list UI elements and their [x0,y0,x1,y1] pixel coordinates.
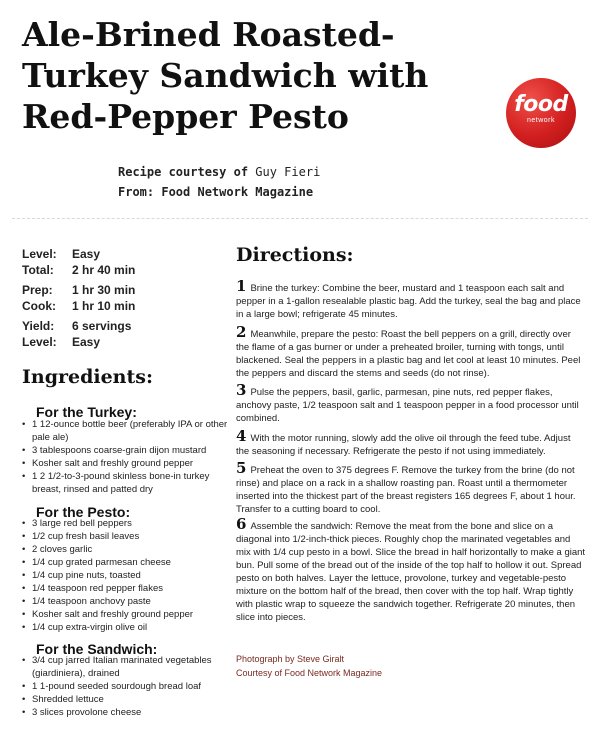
ingredients-heading: Ingredients: [22,366,153,388]
author-name: Guy Fieri [255,165,321,179]
meta-key: Level: [22,247,57,261]
meta-value: Easy [72,247,101,261]
food-network-logo [506,78,576,148]
list-item: • 1 12-ounce bottle beer (preferably IPA or other pale ale) [22,418,232,444]
step-text: Pulse the peppers, basil, garlic, parmesan, pine nuts, red pepper flakes, anchovy paste, 1/2 teaspoon salt and 1 teaspoon pepper in a food processor until combined. [236,387,579,424]
list-item: • 3/4 cup jarred Italian marinated vegetables (giardiniera), drained [22,654,232,680]
step-text: Meanwhile, prepare the pesto: Roast the bell peppers on a grill, directly over the flame of a gas burner or under a preheated broiler, turning with tongs, until blackened. Seal the peppers in a plastic bag and let cool at least 10 minutes. Peel the peppers and discard the stems and seeds (do not rinse). [236,329,581,379]
meta-key: Yield: [22,319,55,333]
list-item: • 3 slices provolone cheese [22,706,232,719]
list-item: • Shredded lettuce [22,693,232,706]
step-number: 5 [236,459,247,477]
step-text: Brine the turkey: Combine the beer, mustard and 1 teaspoon each salt and pepper in a 1-gallon resealable plastic bag. Add the turkey, seal the bag and place in a large bowl; refrigerate 45 minutes. [236,283,581,320]
directions-heading: Directions: [236,244,354,266]
logo-sub: network [526,117,555,124]
meta-value: 1 hr 10 min [72,299,136,313]
sandwich-heading: For the Sandwich: [36,641,158,657]
meta-value: 2 hr 40 min [72,263,136,277]
list-item: • Kosher salt and freshly ground pepper [22,457,232,470]
photo-credit: Photograph by Steve Giralt [236,654,345,664]
recipe-title: Ale-Brined Roasted-Turkey Sandwich with Red-Pepper Pesto [22,15,429,136]
step-number: 4 [236,427,247,445]
list-item: • Kosher salt and freshly ground pepper [22,608,232,621]
meta-key: Total: [22,263,54,277]
meta-value: 1 hr 30 min [72,283,136,297]
meta-row [22,282,222,298]
direction-step [236,427,586,458]
step-text: With the motor running, slowly add the olive oil through the feed tube. Adjust the seasoning if necessary. Refrigerate the pesto if not using immediately. [236,433,571,457]
list-item: • 1/4 cup grated parmesan cheese [22,556,232,569]
pesto-list [22,517,232,634]
courtesy-label: Recipe courtesy of [118,165,249,179]
from-line [118,182,320,202]
recipe-credit [118,162,320,202]
step-text: Assemble the sandwich: Remove the meat from the bone and slice on a diagonal into 1/2-inch-thick pieces. Roughly chop the marinated vegetables and mix with 1/4 cup pesto in a bowl. Slice the bread in half horizontally to make a giant bun. Pull some of the bread out of the inside of the top half to hollow it out. Spread pesto on both halves. Layer the lettuce, provolone, turkey and vegetable-pesto mixture on the bottom half of the bread, then cover with the top half. Wrap tightly with plastic wrap to squeeze the sandwich together. Refrigerate 20 minutes, then slice into pieces. [236,521,586,623]
step-number: 3 [236,381,247,399]
step-number: 6 [236,515,247,533]
turkey-heading: For the Turkey: [36,404,137,420]
meta-row [22,262,222,278]
logo-word: food [514,92,568,117]
list-item: • 3 large red bell peppers [22,517,232,530]
direction-step [236,381,586,425]
meta-key: Level: [22,335,57,349]
source-name: Food Network Magazine [161,185,314,199]
pesto-heading: For the Pesto: [36,504,131,520]
footer-credits [236,652,382,680]
from-label: From: [118,185,155,199]
meta-row [22,298,222,314]
list-item: • 2 cloves garlic [22,543,232,556]
list-item: • 1/4 teaspoon anchovy paste [22,595,232,608]
list-item: • 1 1-pound seeded sourdough bread loaf [22,680,232,693]
direction-step [236,515,586,624]
turkey-list [22,418,232,496]
step-number: 2 [236,323,247,341]
magazine-credit: Courtesy of Food Network Magazine [236,668,383,678]
direction-step [236,323,586,380]
list-item: • 1/2 cup fresh basil leaves [22,530,232,543]
divider [12,218,588,219]
list-item: • 1/4 cup extra-virgin olive oil [22,621,232,634]
meta-key: Prep: [22,283,53,297]
meta-row [22,334,222,350]
meta-row [22,318,222,334]
step-text: Preheat the oven to 375 degrees F. Remove the turkey from the brine (do not rinse) and place on a rack in a shallow roasting pan. Roast until a thermometer inserted into the thickest part of the breast registers 165 degrees F, about 1 hour. Transfer to a cutting board to cool. [236,465,576,515]
list-item: • 1 2 1/2-to-3-pound skinless bone-in turkey breast, rinsed and patted dry [22,470,232,496]
meta-value: 6 servings [72,319,132,333]
courtesy-line [118,162,320,182]
list-item: • 1/4 cup pine nuts, toasted [22,569,232,582]
meta-value: Easy [72,335,101,349]
direction-step [236,277,586,321]
meta-row [22,246,222,262]
step-number: 1 [236,277,247,295]
sandwich-list [22,654,232,719]
direction-step [236,459,586,516]
list-item: • 3 tablespoons coarse-grain dijon mustard [22,444,232,457]
meta-key: Cook: [22,299,56,313]
list-item: • 1/4 teaspoon red pepper flakes [22,582,232,595]
